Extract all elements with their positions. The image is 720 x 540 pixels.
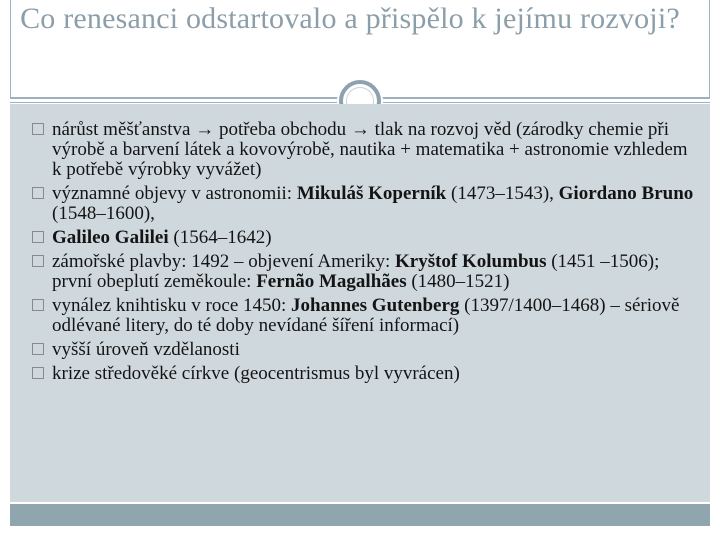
bullet-text: (1473–1543), [446, 183, 559, 204]
square-bullet-icon [32, 231, 44, 243]
bullet-text: (1548–1600), [52, 203, 155, 224]
square-bullet-icon [32, 187, 44, 199]
bullet-bold-text: Galileo Galilei [52, 227, 169, 248]
bullet-bold-text: Fernão Magalhães [256, 271, 407, 292]
bullet-item [10, 120, 700, 180]
bullet-item [10, 252, 700, 292]
bullet-bold-text: Kryštof Kolumbus [394, 251, 547, 272]
content-panel [10, 104, 710, 502]
bullet-bold-text: Mikuláš Koperník [296, 183, 447, 204]
bullet-item [10, 228, 700, 248]
bullet-bold-text: Johannes Gutenberg [291, 295, 460, 316]
bullet-text: vynález knihtisku v roce 1450: [52, 295, 292, 316]
footer-bar [10, 504, 710, 526]
square-bullet-icon [32, 123, 44, 135]
bullet-item [10, 340, 700, 360]
square-bullet-icon [32, 343, 44, 355]
bullet-text: nárůst měšťanstva → potřeba obchodu → tlak na rozvoj věd (zárodky chemie při výrobě a barvení látek a kovovýrobě, nautika + matematika + astronomie vzhledem k potřebě výrobky vyvážet) [52, 119, 688, 180]
slide-title: Co renesanci odstartovalo a přispělo k jejímu rozvoji? [20, 2, 680, 35]
bullet-list [10, 120, 700, 388]
bullet-item [10, 364, 700, 384]
bullet-text: vyšší úroveň vzdělanosti [52, 339, 240, 360]
bullet-text: (1397/1400–1468) – sériově odlévané litery, do té doby nevídané šíření informací) [52, 295, 680, 336]
square-bullet-icon [32, 299, 44, 311]
bullet-text: krize středověké církve (geocentrismus byl vyvrácen) [52, 363, 460, 384]
square-bullet-icon [32, 367, 44, 379]
bullet-text: zámořské plavby: 1492 – objevení Ameriky: [52, 251, 395, 272]
square-bullet-icon [32, 255, 44, 267]
bullet-text: významné objevy v astronomii: [52, 183, 297, 204]
bullet-item [10, 184, 700, 224]
bullet-item [10, 296, 700, 336]
bullet-bold-text: Giordano Bruno [558, 183, 694, 204]
bullet-text: (1564–1642) [168, 227, 272, 248]
bullet-text: (1451 –1506); první obeplutí zeměkoule: [52, 251, 660, 292]
bullet-text: (1480–1521) [406, 271, 510, 292]
